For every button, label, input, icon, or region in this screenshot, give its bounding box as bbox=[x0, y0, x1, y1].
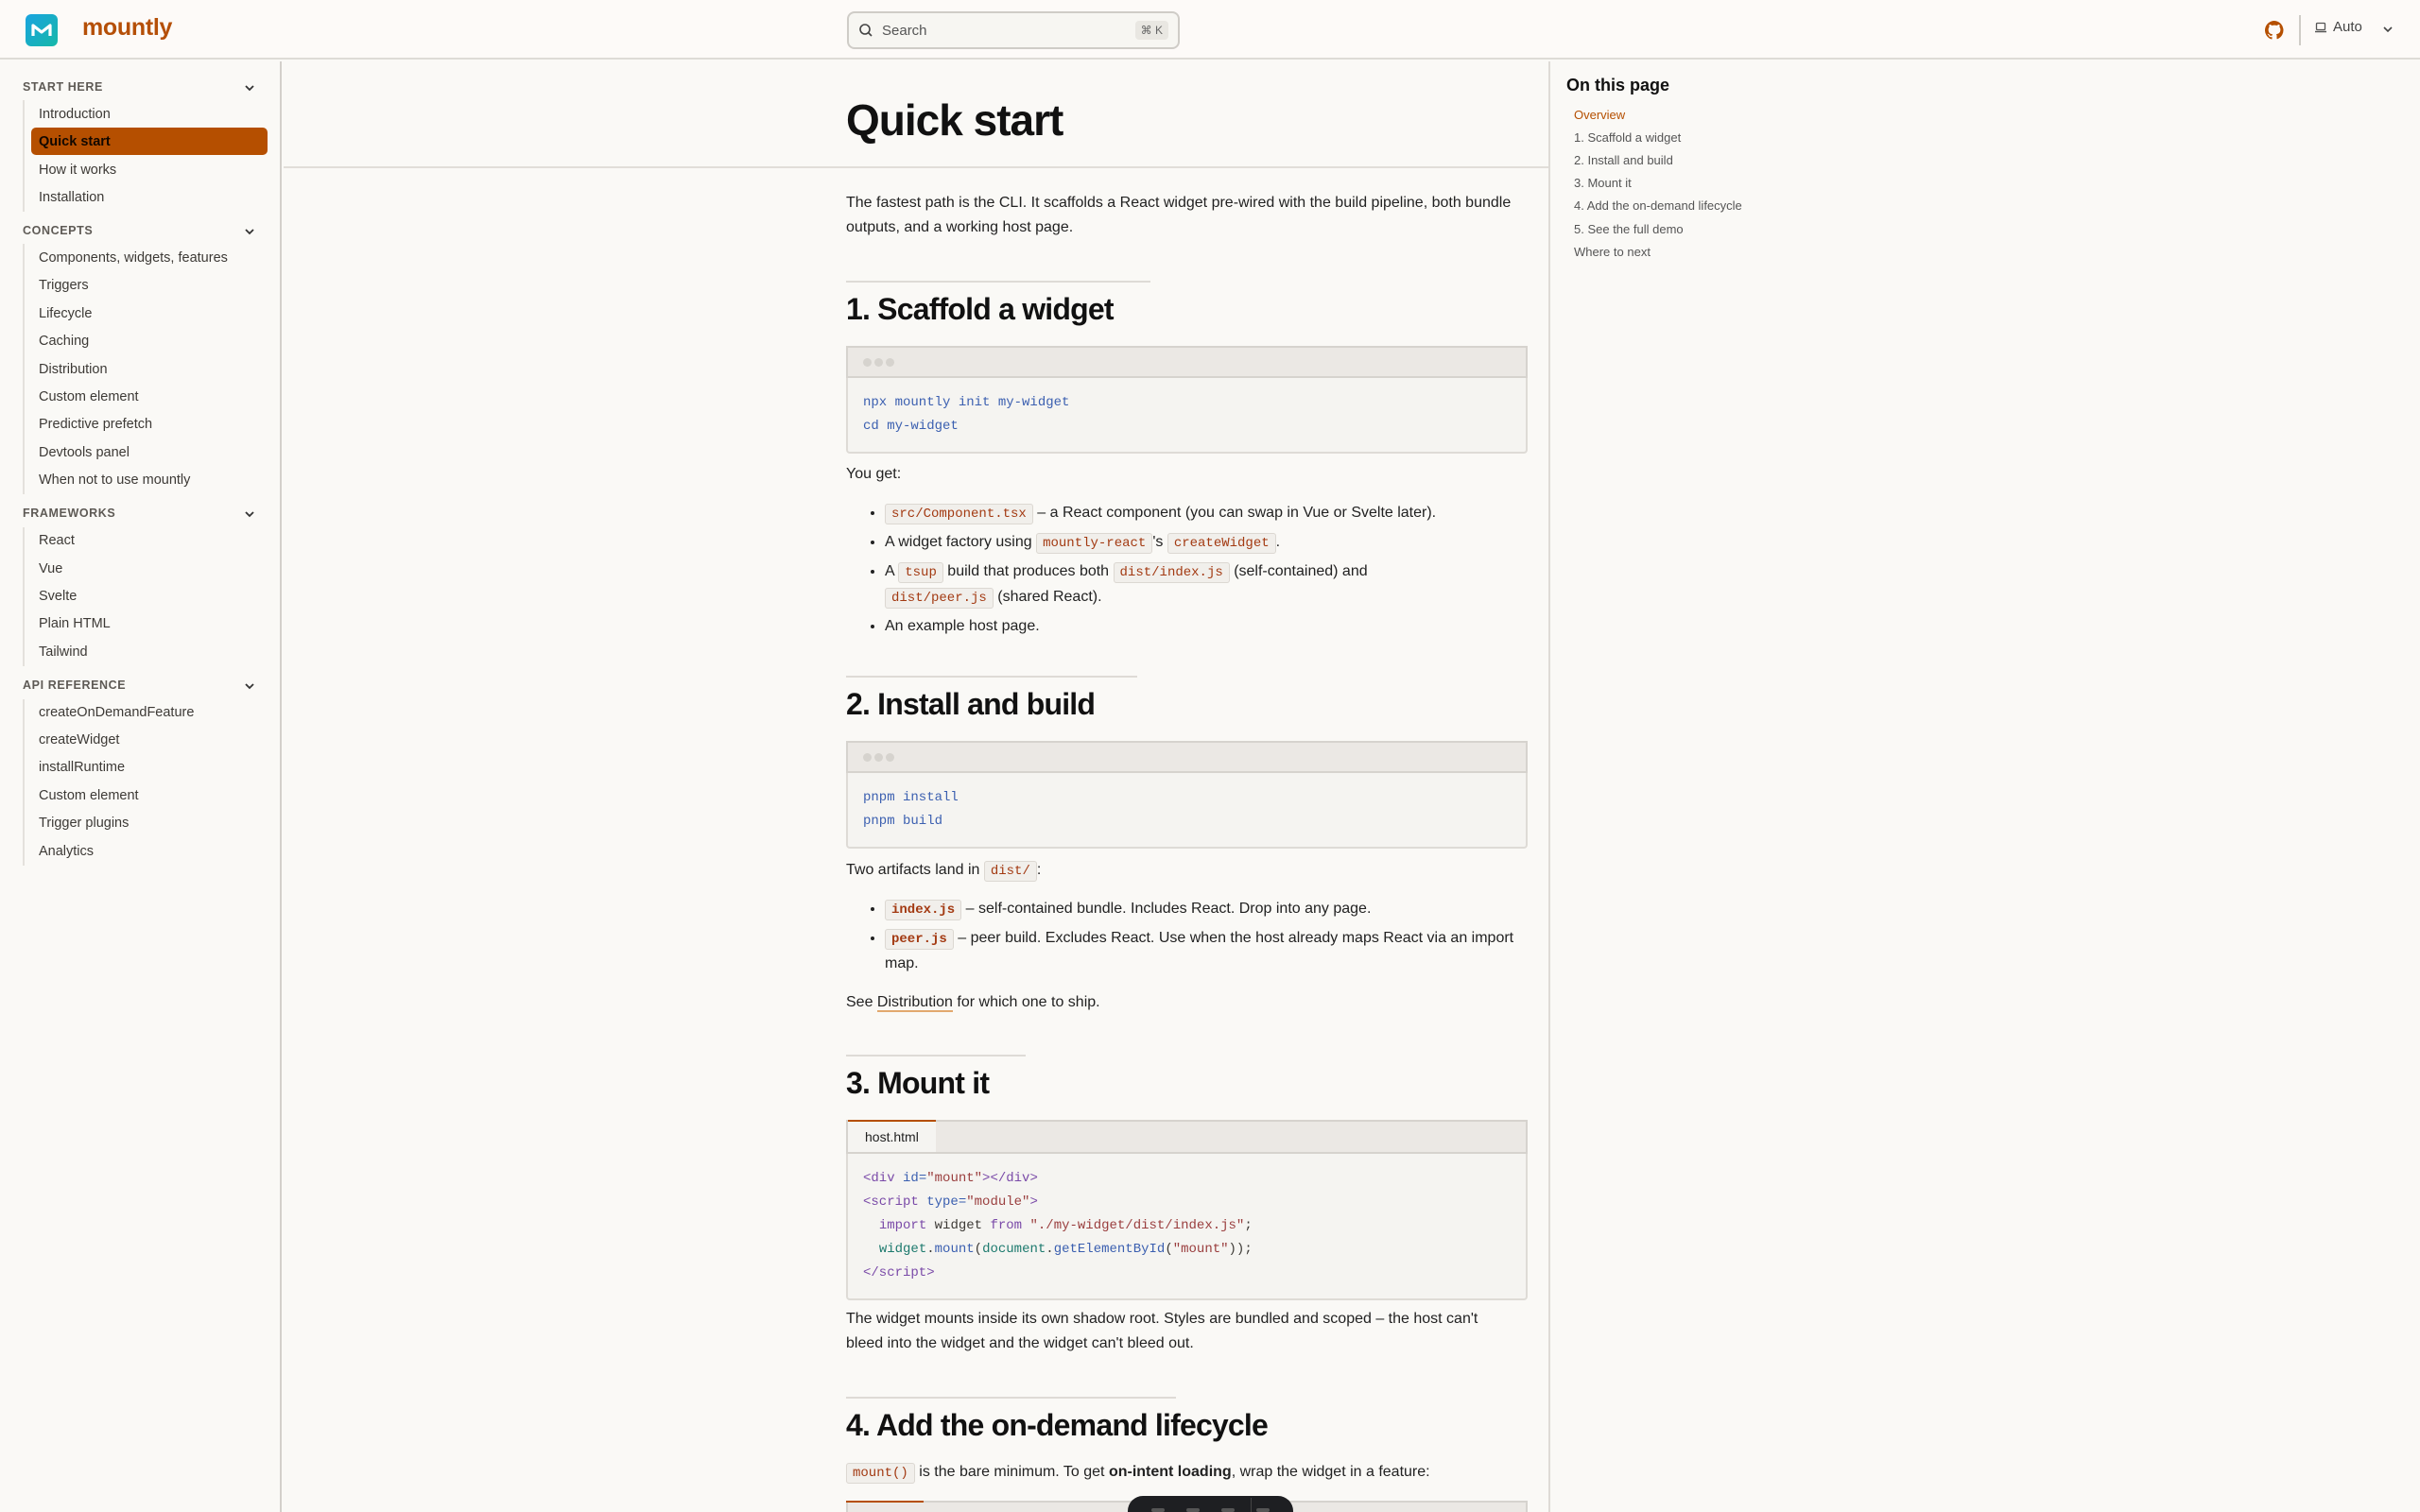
toc-item-where-next[interactable]: Where to next bbox=[1574, 245, 1651, 259]
sidebar-item-svelte[interactable]: Svelte bbox=[39, 588, 78, 604]
you-get-list bbox=[870, 501, 1531, 643]
section-rail bbox=[23, 244, 25, 494]
list-text: An example host page. bbox=[885, 618, 1040, 634]
sidebar-item-create-on-demand-feature[interactable]: createOnDemandFeature bbox=[39, 704, 195, 720]
list-item bbox=[885, 897, 1531, 922]
window-dot-icon bbox=[886, 753, 894, 762]
sidebar-item-plain-html[interactable]: Plain HTML bbox=[39, 615, 111, 631]
brand-name[interactable]: mountly bbox=[82, 14, 173, 41]
heading-install-build: 2. Install and build bbox=[846, 687, 1096, 721]
sidebar-item-introduction[interactable]: Introduction bbox=[39, 106, 111, 122]
window-dot-icon bbox=[874, 358, 883, 367]
code-tab-active-indicator bbox=[846, 1501, 924, 1503]
text: is the bare minimum. To get bbox=[914, 1464, 1109, 1480]
sidebar-item-react[interactable]: React bbox=[39, 532, 75, 548]
code-window-bar bbox=[846, 346, 1528, 378]
heading-mount-it: 3. Mount it bbox=[846, 1066, 990, 1100]
toc-border bbox=[1548, 61, 1550, 1512]
sidebar-item-devtools-panel[interactable]: Devtools panel bbox=[39, 444, 130, 460]
toolbar-icon[interactable] bbox=[1256, 1508, 1270, 1512]
toc-item-overview[interactable]: Overview bbox=[1574, 108, 1626, 122]
sidebar-item-when-not-to-use[interactable]: When not to use mountly bbox=[39, 472, 191, 488]
sidebar-item-lifecycle[interactable]: Lifecycle bbox=[39, 305, 93, 321]
window-dot-icon bbox=[863, 358, 872, 367]
search-placeholder: Search bbox=[882, 22, 927, 39]
code-window-bar bbox=[846, 741, 1528, 773]
sidebar-item-quick-start[interactable]: Quick start bbox=[31, 128, 268, 155]
list-text: A widget factory using bbox=[885, 534, 1037, 550]
heading-on-demand-lifecycle: 4. Add the on-demand lifecycle bbox=[846, 1408, 1269, 1442]
sidebar-item-custom-element[interactable]: Custom element bbox=[39, 388, 139, 404]
sidebar-item-create-widget[interactable]: createWidget bbox=[39, 731, 120, 747]
list-item bbox=[885, 501, 1531, 526]
sidebar-item-distribution[interactable]: Distribution bbox=[39, 361, 108, 377]
intro-paragraph: The fastest path is the CLI. It scaffolds a React widget pre-wired with the build pipeline, both bundle outputs, and a working host page. bbox=[846, 195, 1512, 235]
inline-code: dist/peer.js bbox=[885, 588, 994, 609]
inline-code: dist/index.js bbox=[1114, 562, 1230, 583]
theme-select[interactable] bbox=[2314, 19, 2362, 35]
search-input[interactable] bbox=[847, 11, 1180, 49]
list-text: . bbox=[1275, 534, 1281, 550]
bold-text: on-intent loading bbox=[1108, 1464, 1232, 1480]
title-divider bbox=[284, 166, 1548, 168]
code-line: </script> bbox=[863, 1265, 935, 1280]
heading-scaffold-widget: 1. Scaffold a widget bbox=[846, 292, 1114, 326]
list-text: (shared React). bbox=[993, 589, 1102, 605]
sidebar-item-analytics[interactable]: Analytics bbox=[39, 843, 95, 859]
text: See bbox=[846, 994, 877, 1010]
window-dot-icon bbox=[886, 358, 894, 367]
section-rule bbox=[846, 1055, 1026, 1057]
inline-code: tsup bbox=[898, 562, 943, 583]
text: : bbox=[1036, 862, 1042, 878]
list-text: – self-contained bundle. Includes React. Drop into any page. bbox=[961, 901, 1372, 917]
code-line: npx mountly init my-widget bbox=[863, 395, 1070, 410]
sidebar-item-custom-element-api[interactable]: Custom element bbox=[39, 787, 139, 803]
inline-code: createWidget bbox=[1167, 533, 1276, 554]
artifacts-list bbox=[870, 897, 1531, 980]
page-title: Quick start bbox=[846, 95, 1063, 145]
lifecycle-paragraph bbox=[846, 1460, 1527, 1486]
chevron-down-icon[interactable] bbox=[244, 83, 255, 93]
code-line: pnpm install bbox=[863, 790, 959, 805]
tab-host-html[interactable]: host.html bbox=[848, 1120, 936, 1152]
text: , wrap the widget in a feature: bbox=[1231, 1464, 1430, 1480]
list-text: – peer build. Excludes React. Use when the host already maps React via an import map. bbox=[885, 930, 1514, 971]
sidebar-item-installation[interactable]: Installation bbox=[39, 189, 105, 205]
sidebar-section-api-reference[interactable]: API REFERENCE bbox=[23, 679, 127, 692]
laptop-icon bbox=[2314, 22, 2327, 33]
list-text: 's bbox=[1152, 534, 1167, 550]
distribution-link[interactable]: Distribution bbox=[876, 994, 953, 1010]
search-icon bbox=[858, 23, 873, 38]
chevron-down-icon[interactable] bbox=[2382, 24, 2394, 35]
list-text: (self-contained) and bbox=[1229, 563, 1368, 579]
code-block-install bbox=[846, 741, 1528, 849]
toc-item-install[interactable]: 2. Install and build bbox=[1574, 153, 1673, 167]
inline-code: index.js bbox=[885, 900, 961, 920]
header-divider bbox=[2299, 15, 2301, 45]
search-shortcut: ⌘ K bbox=[1135, 21, 1168, 40]
list-item bbox=[885, 926, 1531, 976]
toc-title: On this page bbox=[1566, 76, 1670, 94]
sidebar-item-triggers[interactable]: Triggers bbox=[39, 277, 89, 293]
chevron-down-icon[interactable] bbox=[244, 509, 255, 519]
section-rail bbox=[23, 100, 25, 212]
floating-devtools-toolbar[interactable] bbox=[1128, 1496, 1293, 1512]
sidebar-item-how-it-works[interactable]: How it works bbox=[39, 162, 117, 178]
code-line: <script type="module"> bbox=[863, 1194, 1038, 1210]
section-rail bbox=[23, 527, 25, 666]
sidebar-item-tailwind[interactable]: Tailwind bbox=[39, 644, 88, 660]
code-block-scaffold bbox=[846, 346, 1528, 454]
sidebar-item-caching[interactable]: Caching bbox=[39, 333, 90, 349]
sidebar-section-frameworks[interactable]: FRAMEWORKS bbox=[23, 507, 116, 520]
see-distribution-paragraph bbox=[846, 990, 1527, 1015]
top-bar bbox=[0, 0, 2420, 60]
toolbar-icon[interactable] bbox=[1221, 1508, 1235, 1512]
inline-code: dist/ bbox=[984, 861, 1037, 882]
section-rule bbox=[846, 281, 1150, 283]
toc-item-full-demo[interactable]: 5. See the full demo bbox=[1574, 222, 1684, 236]
section-rule bbox=[846, 1397, 1176, 1399]
list-item bbox=[885, 614, 1531, 639]
toolbar-icon[interactable] bbox=[1151, 1508, 1165, 1512]
sidebar-item-vue[interactable]: Vue bbox=[39, 560, 63, 576]
theme-label: Auto bbox=[2333, 19, 2362, 35]
window-dot-icon bbox=[863, 753, 872, 762]
section-rule bbox=[846, 676, 1137, 678]
sidebar-item-components[interactable]: Components, widgets, features bbox=[39, 249, 228, 266]
text: for which one to ship. bbox=[952, 994, 1100, 1010]
sidebar-item-install-runtime[interactable]: installRuntime bbox=[39, 759, 126, 775]
list-text: A bbox=[885, 563, 899, 579]
code-line: cd my-widget bbox=[863, 419, 959, 434]
chevron-down-icon[interactable] bbox=[244, 681, 255, 691]
sidebar-section-start-here[interactable]: START HERE bbox=[23, 80, 103, 94]
list-item bbox=[885, 530, 1531, 556]
inline-code: src/Component.tsx bbox=[885, 504, 1033, 524]
chevron-down-icon[interactable] bbox=[244, 227, 255, 236]
sidebar-item-trigger-plugins[interactable]: Trigger plugins bbox=[39, 815, 130, 831]
m-letter-icon bbox=[31, 23, 52, 38]
artifacts-paragraph bbox=[846, 858, 1527, 884]
code-line: <div id="mount"></div> bbox=[863, 1171, 1038, 1186]
toc-item-lifecycle[interactable]: 4. Add the on-demand lifecycle bbox=[1574, 198, 1742, 213]
code-line: widget.mount(document.getElementById("mount")); bbox=[878, 1242, 1253, 1257]
github-icon[interactable] bbox=[2265, 21, 2284, 40]
list-item bbox=[885, 559, 1531, 610]
window-dot-icon bbox=[874, 753, 883, 762]
code-content[interactable] bbox=[846, 378, 1528, 454]
list-text: – a React component (you can swap in Vue or Svelte later). bbox=[1032, 505, 1437, 521]
code-line: pnpm build bbox=[863, 814, 943, 829]
text: Two artifacts land in bbox=[846, 862, 984, 878]
inline-code: mountly-react bbox=[1036, 533, 1152, 554]
shadow-root-paragraph: The widget mounts inside its own shadow root. Styles are bundled and scoped – the host can't bleed into the widget and the widget can't bleed out. bbox=[846, 1311, 1478, 1351]
code-block-host-html bbox=[846, 1120, 1528, 1300]
toolbar-divider bbox=[1251, 1498, 1252, 1512]
toc-item-mount[interactable]: 3. Mount it bbox=[1574, 176, 1632, 190]
code-tab-bar bbox=[846, 1120, 1528, 1154]
inline-code: mount() bbox=[846, 1463, 915, 1484]
list-text: build that produces both bbox=[942, 563, 1114, 579]
sidebar-item-predictive-prefetch[interactable]: Predictive prefetch bbox=[39, 416, 153, 432]
code-content[interactable] bbox=[846, 773, 1528, 849]
section-rail bbox=[23, 699, 25, 866]
you-get-label: You get: bbox=[846, 466, 902, 482]
logo-icon[interactable] bbox=[26, 14, 58, 46]
toc-item-scaffold[interactable]: 1. Scaffold a widget bbox=[1574, 130, 1682, 145]
code-line: import widget from "./my-widget/dist/index.js"; bbox=[878, 1218, 1253, 1233]
inline-code: peer.js bbox=[885, 929, 954, 950]
code-content[interactable] bbox=[846, 1154, 1528, 1300]
toolbar-icon[interactable] bbox=[1186, 1508, 1200, 1512]
sidebar-section-concepts[interactable]: CONCEPTS bbox=[23, 224, 94, 237]
